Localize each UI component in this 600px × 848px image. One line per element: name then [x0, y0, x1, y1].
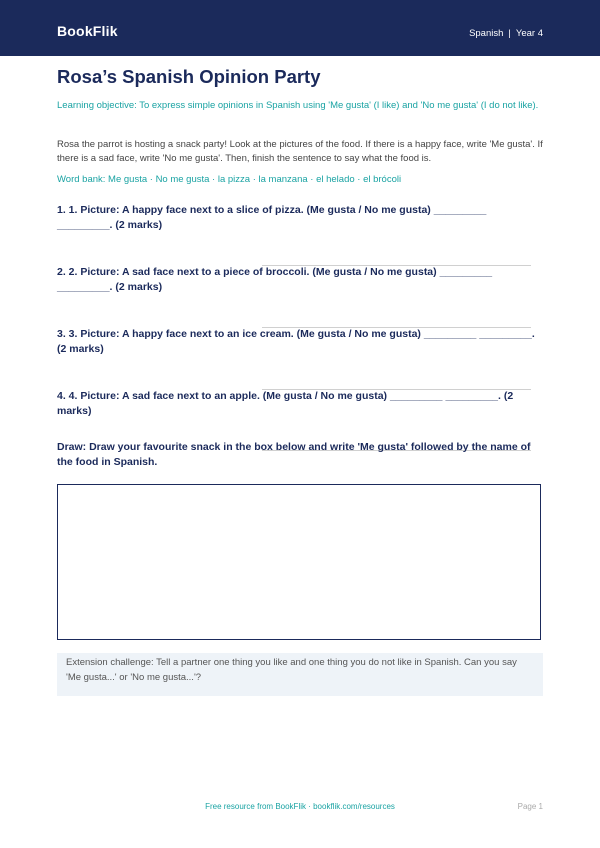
worksheet-title: Rosa’s Spanish Opinion Party — [57, 66, 321, 87]
question-4: 4. 4. Picture: A sad face next to an apple. (Me gusta / No me gusta) _________ _________. (2 marks) — [57, 390, 514, 417]
extension-challenge: Extension challenge: Tell a partner one thing you like and one thing you do not like in Spanish. Can you say 'Me gusta...' or 'No me gusta...'? — [57, 653, 543, 696]
drawing-box[interactable] — [57, 484, 541, 640]
separator: | — [508, 28, 511, 39]
page-number: Page 1 — [517, 802, 543, 811]
question-3: 3. 3. Picture: A happy face next to an ice cream. (Me gusta / No me gusta) _________ _________. (2 marks) — [57, 328, 535, 355]
subject-year-label — [469, 28, 543, 39]
intro-instructions: Rosa the parrot is hosting a snack party! Look at the pictures of the food. If there is a happy face, write 'Me gusta'. If there is a sad face, write 'No me gusta'. Then, finish the sentence to say what the food is. — [57, 139, 543, 164]
draw-task-prompt: Draw: Draw your favourite snack in the box below and write 'Me gusta' followed by the name of the food in Spanish. — [57, 441, 531, 468]
question-2: 2. 2. Picture: A sad face next to a piece of broccoli. (Me gusta / No me gusta) _________ _________. (2 marks) — [57, 266, 493, 293]
learning-objective: Learning objective: To express simple opinions in Spanish using 'Me gusta' (I like) and 'No me gusta' (I do not like). — [57, 100, 539, 111]
header-bar — [0, 0, 600, 56]
question-1: 1. 1. Picture: A happy face next to a slice of pizza. (Me gusta / No me gusta) _________ _________. (2 marks) — [57, 204, 487, 231]
word-bank: Word bank: Me gusta · No me gusta · la pizza · la manzana · el helado · el brócoli — [57, 174, 402, 185]
brand-logo-text[interactable]: BookFlik — [57, 23, 118, 39]
footer-link[interactable]: Free resource from BookFlik · bookflik.com/resources — [205, 802, 395, 811]
subject-label: Spanish — [469, 28, 504, 39]
year-label: Year 4 — [515, 28, 543, 39]
